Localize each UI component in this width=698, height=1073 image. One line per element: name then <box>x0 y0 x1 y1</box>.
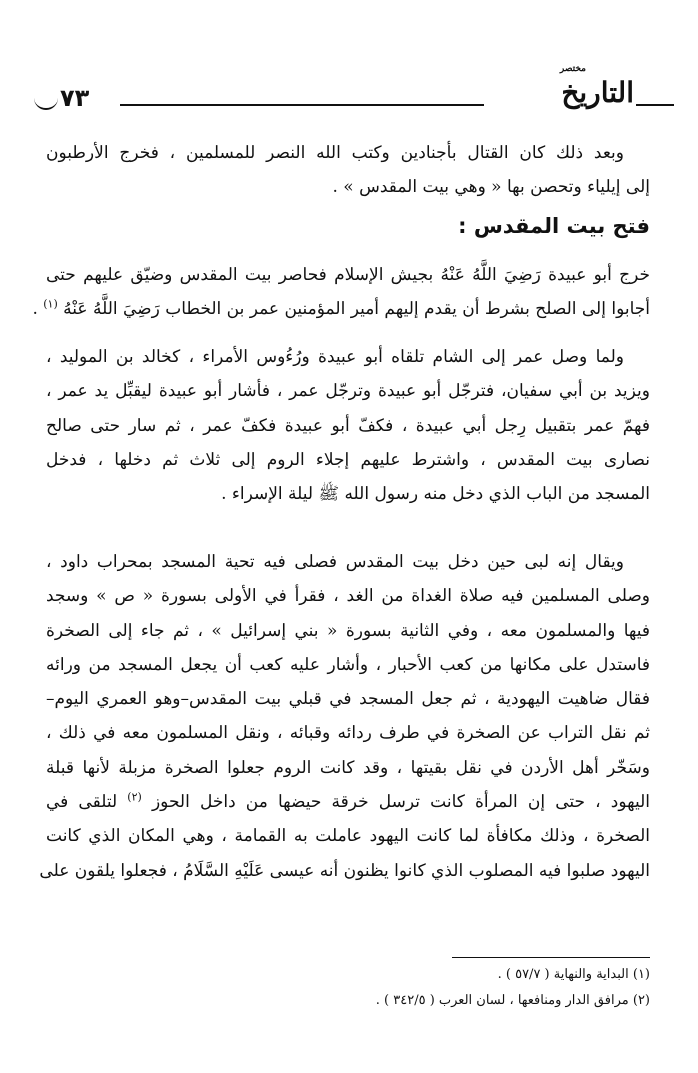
text-line <box>46 785 650 819</box>
text-line: ويزيد بن أبي سفيان، فترجّل أبو عبيدة وترجّل عمر ، فأشار أبو عبيدة ليقبِّل يد عمر ، <box>46 381 650 402</box>
running-title: التاريخ <box>561 76 634 109</box>
footnote-2: (٢) مرافق الدار ومنافعها ، لسان العرب ( ٣٤٢/٥ ) . <box>375 993 650 1008</box>
text-line: فهمّ عمر بتقبيل رِجل أبي عبيدة ، فكفّ أبو عبيدة فكفّ عمر ، ثم سار حتى صالح <box>46 415 650 436</box>
page-header <box>34 64 674 122</box>
paragraph-3 <box>46 340 650 511</box>
text-line-body: أجابوا إلى الصلح بشرط أن يقدم إليهم أمير المؤمنين عمر بن الخطاب رَضِيَ اللَّهُ عَنْهُ <box>63 299 650 320</box>
text-line: نصارى بيت المقدس ، واشترط عليهم إجلاء الروم إلى ثلاث ثم دخلها ، فدخل <box>46 449 650 470</box>
header-subtitle: مختصر <box>559 64 586 74</box>
page-number-ornament <box>34 98 58 110</box>
header-rule <box>120 104 484 106</box>
footnote-ref-2[interactable]: (٢) <box>127 790 142 804</box>
text-line-tail: لتلقى في <box>46 792 118 813</box>
text-line: ثم نقل التراب عن الصخرة في طرف ردائه وقبائه ، ونقل المسلمون معه في ذلك ، <box>46 723 650 744</box>
text-line: فيها والمسلمون معه ، وفي الثانية بسورة « بني إسرائيل » ، ثم جاء إلى الصخرة <box>46 620 650 641</box>
text-line: إلى إيلياء وتحصن بها « وهي بيت المقدس » . <box>332 177 650 198</box>
text-line: وبعد ذلك كان القتال بأجنادين وكتب الله النصر للمسلمين ، فخرج الأرطبون <box>46 143 624 163</box>
text-line: أجابوا إلى الصلح بشرط أن يقدم إليهم أمير المؤمنين عمر بن الخطاب رَضِيَ اللَّهُ عَنْهُ $^{(١)}$ . <box>32 297 650 320</box>
paragraph-1 <box>46 136 650 205</box>
text-line: ويقال إنه لبى حين دخل بيت المقدس فصلى فيه تحية المسجد بمحراب داود ، <box>46 552 624 572</box>
paragraph-4 <box>39 545 651 888</box>
paragraph-2 <box>32 258 650 327</box>
text-line: وصلى المسلمين فيه صلاة الغداة من الغد ، فقرأ في الأولى بسورة « ص » وسجد <box>46 586 650 607</box>
text-line: المسجد من الباب الذي دخل منه رسول الله ﷺ ليلة الإسراء . <box>221 484 650 505</box>
section-heading: فتح بيت المقدس : <box>458 214 650 238</box>
text-line-body: اليهود ، حتى إن المرأة كانت ترسل خرقة حيضها من داخل الحوز <box>151 792 651 813</box>
page-number: ٧٣ <box>60 84 90 112</box>
footnote-ref-1[interactable]: (١) <box>43 297 58 311</box>
text-line: اليهود صلبوا فيه المصلوب الذي كانوا يظنون أنه عيسى عَلَيْهِ السَّلَامُ ، فجعلوا يلقون على <box>39 860 650 881</box>
text-line: فاستدل على مكانها من كعب الأحبار ، وأشار عليه كعب أن يجعل المسجد من ورائه <box>46 654 650 675</box>
footnote-separator <box>452 957 650 958</box>
text-line: فقال ضاهيت اليهودية ، ثم جعل المسجد في قبلي بيت المقدس–وهو العمري اليوم– <box>46 689 650 710</box>
text-line: ولما وصل عمر إلى الشام تلقاه أبو عبيدة ورُءُوس الأمراء ، كخالد بن الموليد ، <box>46 347 624 367</box>
footnote-1: (١) البداية والنهاية ( ٥٧/٧ ) . <box>497 967 650 982</box>
text-line: الصخرة ، وذلك مكافأة لما كانت اليهود عاملت به القمامة ، وهي المكان الذي كانت <box>46 826 650 847</box>
header-rule-right <box>636 104 674 106</box>
text-line: خرج أبو عبيدة رَضِيَ اللَّهُ عَنْهُ بجيش الإسلام فحاصر بيت المقدس وضيّق عليهم حتى <box>46 265 650 285</box>
footnotes <box>46 962 650 1014</box>
text-line: وسَخّر أهل الأردن في نقل بقيتها ، وقد كانت الروم جعلوا الصخرة مزبلة لأنها قبلة <box>46 757 650 778</box>
